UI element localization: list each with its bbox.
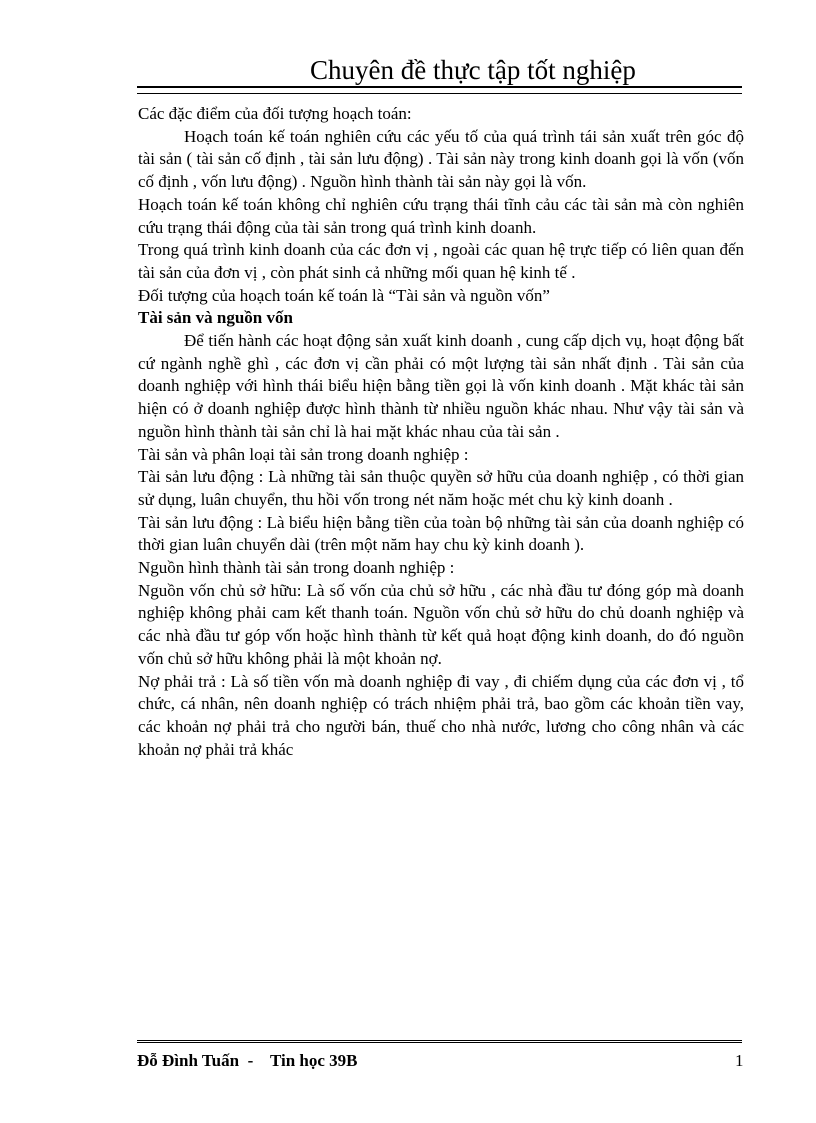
page-number: 1 [735,1051,744,1070]
paragraph: Hoạch toán kế toán không chỉ nghiên cứu trạng thái tĩnh cảu các tài sản mà còn nghiên cứu trạng thái động của tài sản trong quá trình kinh doanh. [138,194,744,237]
footer-separator: - [247,1051,254,1070]
page-header-title: Chuyên đề thực tập tốt nghiệp [310,55,636,85]
paragraph: Nguồn vốn chủ sở hữu: Là số vốn của chủ sở hữu , các nhà đầu tư đóng góp mà doanh nghiệp không phải cam kết thanh toán. Nguồn vốn chủ sở hữu do chủ doanh nghiệp và các nhà đầu tư góp vốn hoặc hình thành từ kết quả hoạt động kinh doanh, do đó nguồn vốn chủ sở hữu không phải là một khoản nợ. [138,580,744,668]
paragraph: Tài sản lưu động : Là biểu hiện bằng tiền của toàn bộ những tài sản của doanh nghiệp có thời gian luân chuyển dài (trên một năm hay chu kỳ kinh doanh ). [138,512,744,555]
footer-class: Tin học 39B [269,1051,358,1070]
footer-author: Đỗ Đình Tuấn [137,1051,240,1070]
paragraph: Nợ phải trả : Là số tiền vốn mà doanh nghiệp đi vay , đi chiếm dụng của các đơn vị , tổ chức, cá nhân, nên doanh nghiệp có trách nhiệm phải trả, bao gồm các khoản tiền vay, các khoản nợ phải trả cho người bán, thuế cho nhà nước, lương cho công nhân và các khoản nợ phải trả khác [138,671,744,759]
paragraph: Các đặc điểm của đối tượng hoạch toán: [138,104,412,123]
paragraph: Tài sản và phân loại tài sản trong doanh nghiệp : [138,444,469,464]
paragraph: Nguồn hình thành tài sản trong doanh nghiệp : [138,558,455,578]
paragraph: Tài sản lưu động : Là những tài sản thuộc quyền sở hữu của doanh nghiệp , có thời gian sử dụng, luân chuyển, thu hồi vốn trong nét năm hoặc mét chu kỳ kinh doanh . [138,467,744,509]
section-heading: Tài sản và nguồn vốn [138,308,293,328]
paragraph: Hoạch toán kế toán nghiên cứu các yếu tố của quá trình tái sản xuất trên góc độ tài sản ( tài sản cố định , tài sản lưu động) . Tài sản này trong kinh doanh gọi là vốn (vốn cố định , vốn lưu động) . Nguồn hình thành tài sản này gọi là vốn. [138,126,744,192]
footer-author-class [137,1051,358,1071]
footer-divider [137,1040,742,1043]
paragraph: Trong quá trình kinh doanh của các đơn vị , ngoài các quan hệ trực tiếp có liên quan đến tài sản của đơn vị , còn phát sinh cả những mối quan hệ kinh tế . [138,240,744,282]
document-body [138,103,744,761]
paragraph: Để tiến hành các hoạt động sản xuất kinh doanh , cung cấp dịch vụ, hoạt động bất cứ ngành nghề ghì , các đơn vị cần phải có một lượng tài sản nhất định . Tài sản của doanh nghiệp với hình thái biểu hiện bằng tiền gọi là vốn kinh doanh . Mặt khác tài sản hiện có ở doanh nghiệp được hình thành từ nhiều nguồn khác nhau. Như vậy tài sản và nguồn hình thành tài sản chỉ là hai mặt khác nhau của tài sản . [138,331,744,441]
paragraph: Đối tượng của hoạch toán kế toán là “Tài sản và nguồn vốn” [138,285,550,305]
header-divider [137,86,742,94]
